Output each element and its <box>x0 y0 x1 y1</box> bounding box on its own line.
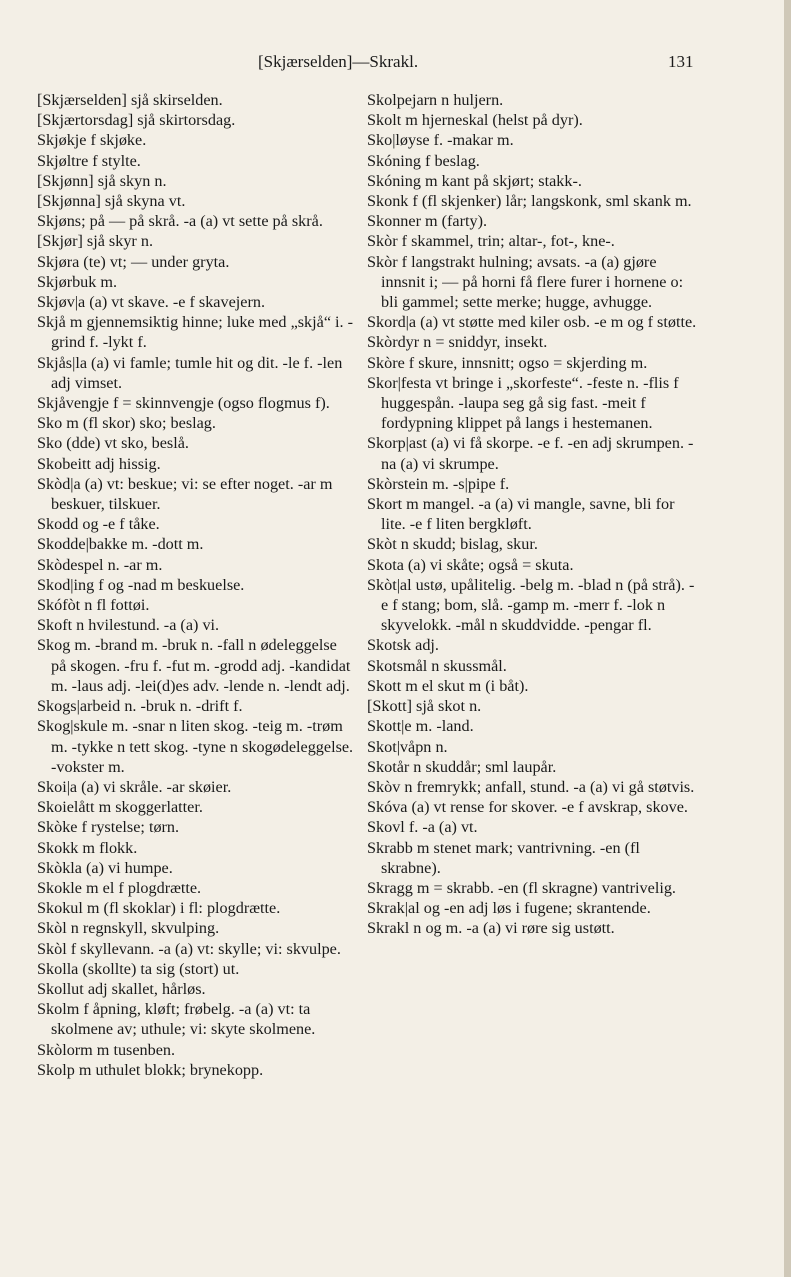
dictionary-entry: Skoi|a (a) vi skråle. -ar skøier. <box>37 777 232 796</box>
dictionary-entry: Skòr f langstrakt hulning; avsats. -a (a) gjøre innsnit i; — på horni få flere furer i hornene o: bli gammel; sette merke; hugge, avhugge. <box>367 252 684 312</box>
dictionary-entry: Skott|e m. -land. <box>367 717 474 736</box>
page-header <box>0 52 791 82</box>
dictionary-entry: Skrakl n og m. -a (a) vi røre sig ustøtt. <box>367 919 615 938</box>
dictionary-entry: Skonner m (farty). <box>367 212 488 231</box>
dictionary-entry: Skokle m el f plogdrætte. <box>37 878 202 897</box>
dictionary-entry: Skorp|ast (a) vi få skorpe. -e f. -en adj skrumpen. -na (a) vi skrumpe. <box>367 434 694 473</box>
dictionary-entry: [Skott] sjå skot n. <box>367 697 482 716</box>
dictionary-entry: Skjøns; på — på skrå. -a (a) vt sette på skrå. <box>37 212 323 231</box>
dictionary-entry: Skog|skule m. -snar n liten skog. -teig m. -trøm m. -tykke n tett skog. -tyne n skogødeleggelse. -vokster m. <box>37 717 354 776</box>
dictionary-entry: Skòke f rystelse; tørn. <box>37 818 180 837</box>
dictionary-entry: Skòkla (a) vi humpe. <box>37 858 173 877</box>
dictionary-entry: Skodde|bakke m. -dott m. <box>37 535 204 554</box>
dictionary-entry: Skóning m kant på skjørt; stakk-. <box>367 171 582 190</box>
dictionary-entry: [Skjærtorsdag] sjå skirtorsdag. <box>37 111 236 130</box>
dictionary-entry: Skod|ing f og -nad m beskuelse. <box>37 575 245 594</box>
dictionary-entry: Skovl f. -a (a) vt. <box>367 818 478 837</box>
dictionary-entry: Skjøkje f skjøke. <box>37 131 147 150</box>
dictionary-entry: Skolla (skollte) ta sig (stort) ut. <box>37 959 240 978</box>
page-edge <box>784 0 791 1277</box>
dictionary-entry: Skjørbuk m. <box>37 272 118 291</box>
dictionary-entry: [Skjærselden] sjå skirselden. <box>37 91 223 109</box>
dictionary-entry: Skófòt n fl fottøi. <box>37 596 150 615</box>
dictionary-entry: Sko (dde) vt sko, beslå. <box>37 434 189 453</box>
dictionary-entry: Skjås|la (a) vi famle; tumle hit og dit. -le f. -len adj vimset. <box>37 353 343 392</box>
dictionary-entry: Skòr f skammel, trin; altar-, fot-, kne-. <box>367 232 615 251</box>
dictionary-entry: Skòt|al ustø, upålitelig. -belg m. -blad n (på strå). -e f stang; bom, slå. -gamp m. -merr f. -lok n skyvelokk. -mål n skuddvidde. -pengar fl. <box>367 575 695 635</box>
dictionary-entry: [Skjønn] sjå skyn n. <box>37 171 167 190</box>
dictionary-entry: Skjåvengje f = skinnvengje (ogso flogmus f). <box>37 394 330 413</box>
running-head: [Skjærselden]—Skrakl. <box>258 52 419 71</box>
dictionary-entry: Skokul m (fl skoklar) i fl: plogdrætte. <box>37 899 281 918</box>
dictionary-entry: Skrabb m stenet mark; vantrivning. -en (fl skrabne). <box>367 838 640 877</box>
dictionary-entry: Skòl f skyllevann. -a (a) vt: skylle; vi: skvulpe. <box>37 939 341 958</box>
dictionary-entry: Skokk m flokk. <box>37 838 138 857</box>
dictionary-entry: Sko m (fl skor) sko; beslag. <box>37 414 216 433</box>
dictionary-entry: Skjøra (te) vt; — under gryta. <box>37 252 230 271</box>
left-column <box>37 90 355 1080</box>
dictionary-entry: Skotsk adj. <box>367 636 439 655</box>
dictionary-entry: Sko|løyse f. -makar m. <box>367 131 514 150</box>
dictionary-entry: Skort m mangel. -a (a) vi mangle, savne, bli for lite. -e f liten bergkløft. <box>367 495 675 534</box>
dictionary-entry: Skotår n skuddår; sml laupår. <box>367 757 557 776</box>
dictionary-entry: Skord|a (a) vt støtte med kiler osb. -e m og f støtte. <box>367 313 697 332</box>
dictionary-entry: Skòre f skure, innsnitt; ogso = skjerding m. <box>367 353 648 372</box>
dictionary-entry: [Skjønna] sjå skyna vt. <box>37 192 186 211</box>
dictionary-entry: Skòrdyr n = sniddyr, insekt. <box>367 333 548 352</box>
dictionary-entry: Skolpejarn n huljern. <box>367 91 504 109</box>
dictionary-entry: Skoft n hvilestund. -a (a) vi. <box>37 616 220 635</box>
dictionary-entry: Skott m el skut m (i båt). <box>367 676 529 695</box>
dictionary-entry: Skor|festa vt bringe i „skorfeste“. -feste n. -flis f huggespån. -laupa seg gå sig fast. -meit f fordypning klippet på langs i hestemanen. <box>367 373 679 433</box>
dictionary-entry: Skollut adj skallet, hårløs. <box>37 979 206 998</box>
dictionary-entry: Skota (a) vi skåte; også = skuta. <box>367 555 574 574</box>
dictionary-entry: Skog m. -brand m. -bruk n. -fall n ødeleggelse på skogen. -fru f. -fut m. -grodd adj. -kandidat m. -laus adj. -lei(d)es adv. -lende n. -lendt adj. <box>37 636 351 695</box>
dictionary-entry: Skòv n fremrykk; anfall, stund. -a (a) vi gå støtvis. <box>367 777 695 796</box>
dictionary-entry: Skobeitt adj hissig. <box>37 454 161 473</box>
dictionary-entry: Skolp m uthulet blokk; brynekopp. <box>37 1060 264 1079</box>
dictionary-entry: Skodd og -e f tåke. <box>37 515 160 534</box>
dictionary-entry: Skotsmål n skussmål. <box>367 656 507 675</box>
dictionary-entry: Skragg m = skrabb. -en (fl skragne) vantrivelig. <box>367 878 676 897</box>
dictionary-entry: Skòd|a (a) vt: beskue; vi: se efter noget. -ar m beskuer, tilskuer. <box>37 474 333 514</box>
dictionary-entry: Skjøltre f stylte. <box>37 151 141 170</box>
dictionary-entry: Skonk f (fl skjenker) lår; langskonk, sml skank m. <box>367 192 692 211</box>
dictionary-entry: Skòt n skudd; bislag, skur. <box>367 535 538 554</box>
dictionary-entry: Skolm f åpning, kløft; frøbelg. -a (a) vt: ta skolmene av; uthule; vi: skyte skolmene. <box>37 1000 316 1039</box>
dictionary-entry: Skòl n regnskyll, skvulping. <box>37 919 220 938</box>
dictionary-entry: Skòlorm m tusenben. <box>37 1040 176 1059</box>
dictionary-entry: Skolt m hjerneskal (helst på dyr). <box>367 111 583 130</box>
right-column <box>367 90 699 939</box>
dictionary-entry: Skoielått m skoggerlatter. <box>37 798 203 817</box>
page-number: 131 <box>668 52 694 71</box>
dictionary-entry: Skóva (a) vt rense for skover. -e f avskrap, skove. <box>367 798 688 817</box>
dictionary-entry: Skot|våpn n. <box>367 737 448 756</box>
dictionary-entry: Skjøv|a (a) vt skave. -e f skavejern. <box>37 293 265 312</box>
dictionary-entry: Skjå m gjennemsiktig hinne; luke med „skjå“ i. -grind f. -lykt f. <box>37 313 354 352</box>
dictionary-entry: [Skjør] sjå skyr n. <box>37 232 153 251</box>
dictionary-entry: Skòdespel n. -ar m. <box>37 555 163 574</box>
dictionary-entry: Skrak|al og -en adj løs i fugene; skrantende. <box>367 899 651 918</box>
dictionary-entry: Skogs|arbeid n. -bruk n. -drift f. <box>37 697 243 716</box>
dictionary-entry: Skóning f beslag. <box>367 151 480 170</box>
dictionary-entry: Skòrstein m. -s|pipe f. <box>367 474 510 493</box>
